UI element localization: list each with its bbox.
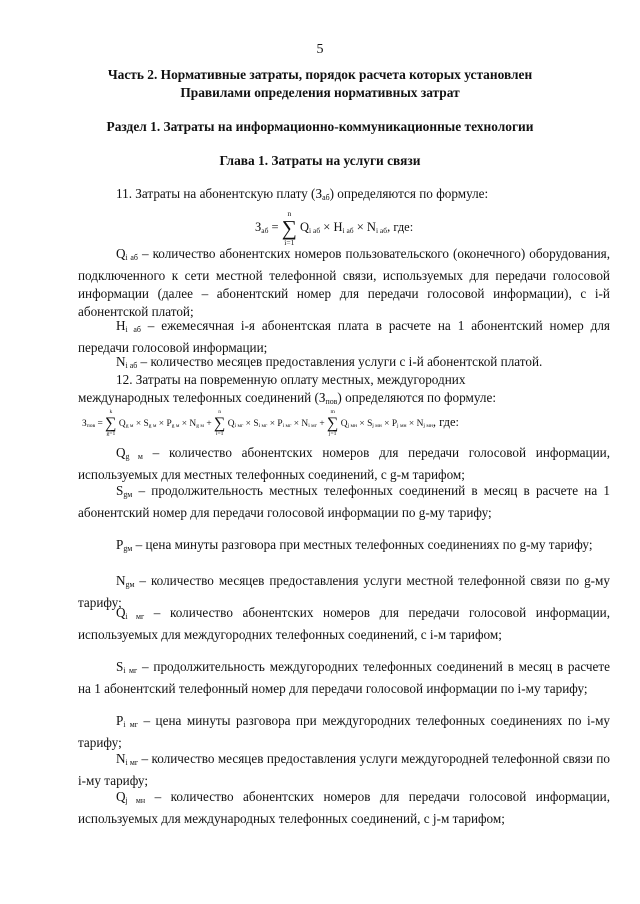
sum-symbol-j: m ∑ j=1 <box>327 409 339 437</box>
section-title: Раздел 1. Затраты на информационно-коммуникационные технологии <box>106 119 534 134</box>
page-number: 5 <box>316 42 324 57</box>
def-n-gm: $N_{gм}$ – количество месяцев предоставления услуги местной телефонной связи по g-му тарифу; <box>78 573 610 610</box>
def-s-img: $S_{i мг}$ – продолжительность междугородних телефонных соединений в месяц в расчете на 1 абонентский телефонный номер для передачи голосовой информации по i-му тарифу; <box>78 659 611 696</box>
def-p-img: $P_{i мг}$ – цена минуты разговора при междугородних телефонных соединениях по i-му тарифу; <box>78 713 611 750</box>
sum-symbol-g: k ∑ g=1 <box>105 409 117 437</box>
chapter-title: Глава 1. Затраты на услуги связи <box>219 153 421 168</box>
def-q-iab: $Q_{i аб}$ – количество абонентских номеров пользовательского (оконечного) оборудования, подключенного к сети местной телефонной связи, используемых для передачи голосовой информации (далее – абонентский номер для передачи голосовой информации), с i-й абонентской платой; <box>78 246 610 319</box>
formula-11: $З_{аб}$ = n ∑ i=1 $Q_{i аб} \times H_{i аб} \times N_{i аб}$, где: <box>255 209 414 247</box>
def-q-jmn: $Q_{j мн}$ – количество абонентских номеров для передачи голосовой информации, используемых для международных телефонных соединений, с j-м тарифом; <box>78 789 610 826</box>
def-q-gm: $Q_{g м}$ – количество абонентских номеров для передачи голосовой информации, используемых для местных телефонных соединений, с g-м тарифом; <box>78 445 611 482</box>
formula-12: $З_{пов}$ = k ∑ g=1 $Q_{g м} \times S_{g м} \times P_{g м} \times N_{g м}$ + n ∑ i=1 $Q_{i мг} \times S_{i мг} \times P_{i мг} \times N_{i мг}$ + m ∑ j=1 $Q_{j мн} \times S_{j мн} \times P_{j мн} \times N_{j мн}$, где: <box>82 409 460 437</box>
part-title-line1: Часть 2. Нормативные затраты, порядок расчета которых установлен <box>107 67 533 82</box>
def-q-img: $Q_{i мг}$ – количество абонентских номеров для передачи голосовой информации, используемых для междугородних телефонных соединений, с i-м тарифом; <box>78 605 611 642</box>
item11-intro: 11. Затраты на абонентскую плату $(З_{аб})$ определяются по формуле: <box>116 186 489 202</box>
item12-intro-line2: международных телефонных соединений $(З_{пов})$ определяются по формуле: <box>78 390 496 406</box>
sum-symbol: n ∑ i=1 <box>281 209 297 247</box>
item12-intro-line1: 12. Затраты на повременную оплату местных, междугородних <box>116 372 466 387</box>
part-title-line2: Правилами определения нормативных затрат <box>180 85 460 100</box>
def-h-iab: $H_{i аб}$ – ежемесячная i-я абонентская плата в расчете на 1 абонентский номер для передачи голосовой информации; <box>78 318 610 355</box>
def-n-iab: $N_{i аб}$ – количество месяцев предоставления услуги с i-й абонентской платой. <box>116 354 543 370</box>
def-n-img: $N_{i мг}$ – количество месяцев предоставления услуги междугородней телефонной связи по i-му тарифу; <box>78 751 610 788</box>
def-s-gm: $S_{gм}$ – продолжительность местных телефонных соединений в месяц в расчете на 1 абонентский номер для передачи голосовой информации по g-му тарифу; <box>78 483 610 520</box>
sum-symbol-i: n ∑ i=1 <box>213 409 226 437</box>
def-p-gm: $P_{gм}$ – цена минуты разговора при местных телефонных соединениях по g-му тарифу; <box>116 537 593 553</box>
